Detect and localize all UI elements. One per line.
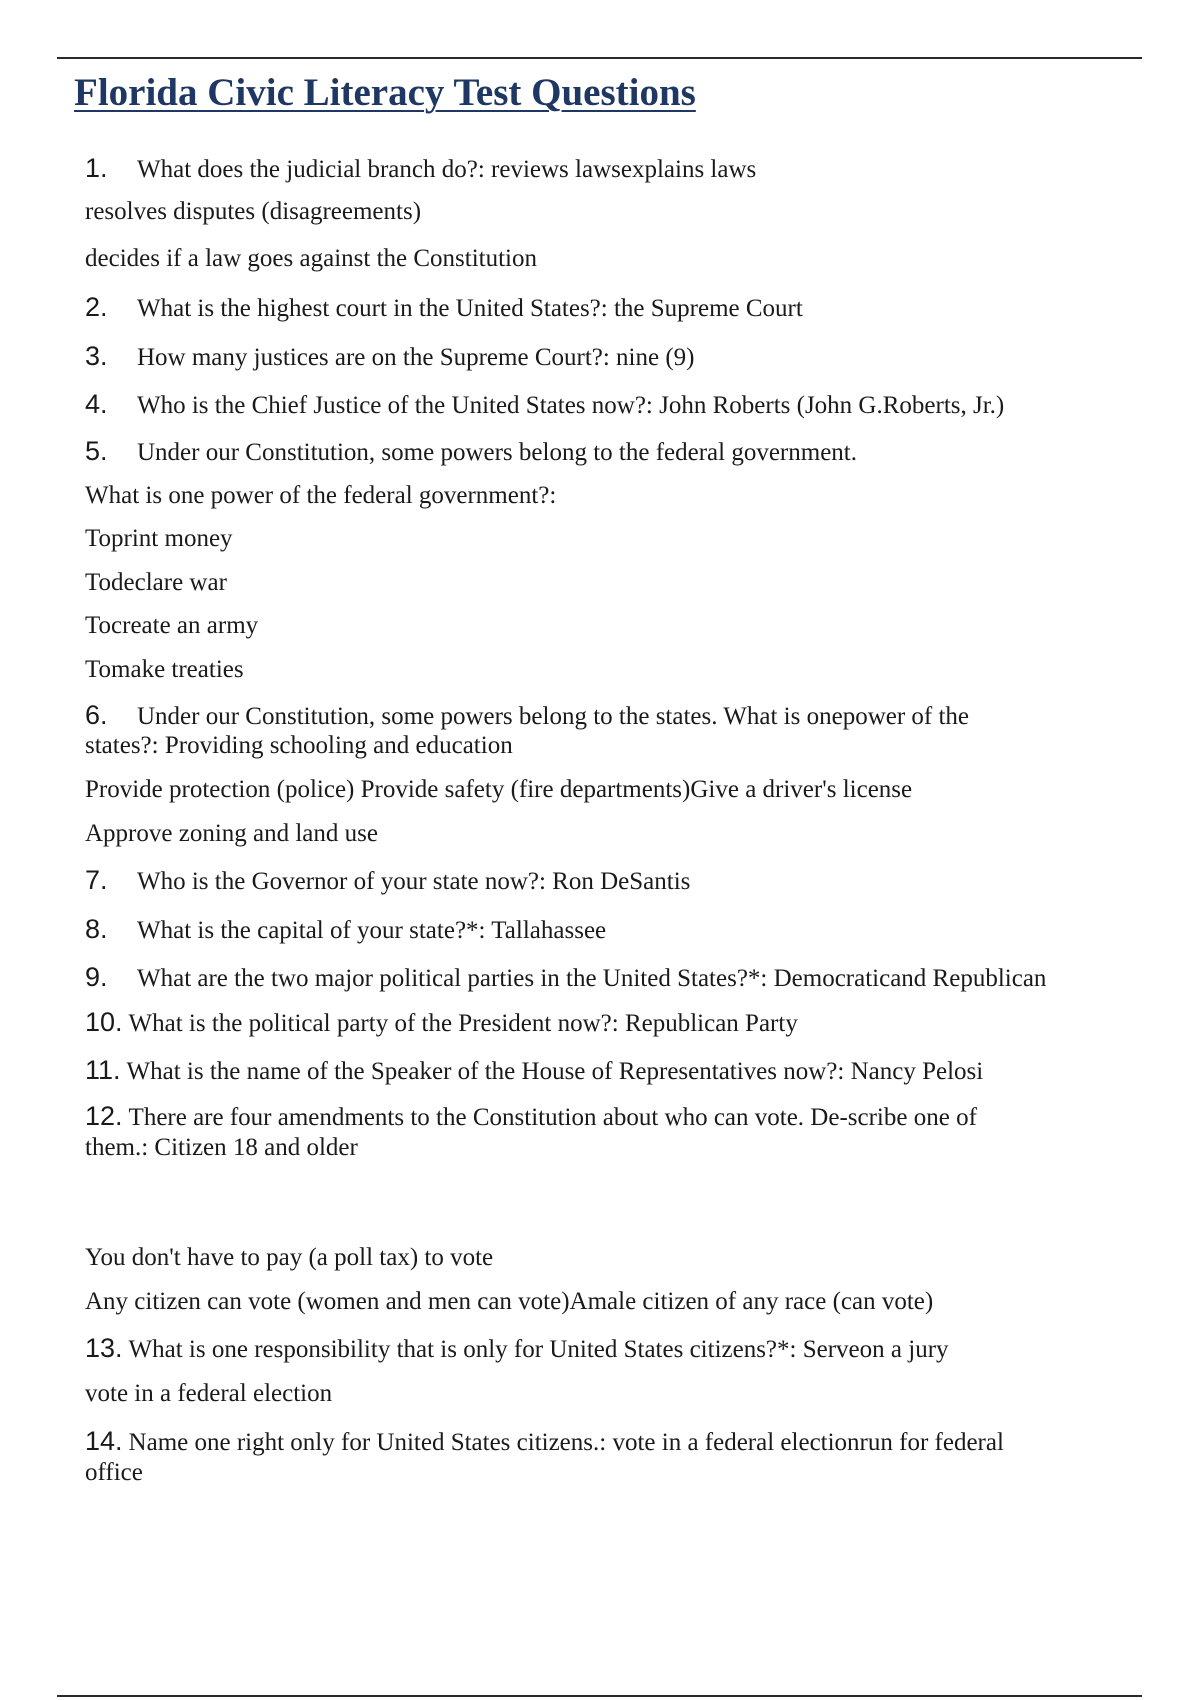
question-3 [85,341,695,373]
question-2 [85,292,803,324]
question-text-continued: them.: Citizen 18 and older [85,1134,358,1161]
question-text: Who is the Chief Justice of the United States now?: John Roberts (John G.Roberts, Jr.) [137,392,1005,419]
question-number: 8. [85,914,108,944]
question-number: 10. [85,1007,123,1037]
question-text: What is the political party of the President now?: Republican Party [128,1010,798,1037]
answer-line: What is one power of the federal government?: [85,482,557,509]
question-number: 3. [85,341,108,371]
page-title: Florida Civic Literacy Test Questions [74,71,696,114]
question-text-continued: office [85,1459,143,1486]
top-rule [57,57,1142,59]
question-text: Under our Constitution, some powers belong to the federal government. [137,439,857,466]
question-8 [85,914,606,946]
answer-line: Tocreate an army [85,612,259,639]
question-11 [85,1055,983,1087]
question-number: 13. [85,1333,123,1363]
question-text: What does the judicial branch do?: reviews lawsexplains laws [137,156,757,183]
question-number: 7. [85,865,108,895]
question-12 [85,1101,977,1133]
question-text-continued: states?: Providing schooling and education [85,732,513,759]
answer-line: decides if a law goes against the Constitution [85,245,537,272]
question-number: 14. [85,1426,123,1456]
answer-line: vote in a federal election [85,1380,333,1407]
question-text: Name one right only for United States citizens.: vote in a federal electionrun for federal [128,1429,1004,1456]
answer-line: Approve zoning and land use [85,820,378,847]
question-1 [85,153,756,185]
answer-line: Any citizen can vote (women and men can vote)Amale citizen of any race (can vote) [85,1288,934,1315]
question-13 [85,1333,949,1365]
question-5 [85,436,857,468]
question-text: What is the capital of your state?*: Tallahassee [137,917,607,944]
question-text: Under our Constitution, some powers belong to the states. What is onepower of the [137,703,970,730]
bottom-rule [57,1695,1142,1697]
question-14 [85,1426,1004,1458]
question-text: What is the highest court in the United States?: the Supreme Court [137,295,803,322]
question-text: What is the name of the Speaker of the House of Representatives now?: Nancy Pelosi [126,1058,984,1085]
question-number: 1. [85,153,108,183]
question-7 [85,865,690,897]
answer-line: Provide protection (police) Provide safety (fire departments)Give a driver's license [85,776,913,803]
question-text: How many justices are on the Supreme Court?: nine (9) [137,344,695,371]
question-number: 6. [85,700,108,730]
question-text: Who is the Governor of your state now?: Ron DeSantis [137,868,691,895]
question-number: 2. [85,292,108,322]
answer-line: You don't have to pay (a poll tax) to vote [85,1244,494,1271]
question-text: What are the two major political parties in the United States?*: Democraticand Republican [137,965,1047,992]
question-number: 12. [85,1101,123,1131]
answer-line: resolves disputes (disagreements) [85,198,422,225]
answer-line: Tomake treaties [85,656,244,683]
question-6 [85,700,969,732]
question-number: 5. [85,436,108,466]
question-text: What is one responsibility that is only for United States citizens?*: Serveon a jury [128,1336,949,1363]
answer-line: Toprint money [85,525,233,552]
question-number: 11. [85,1055,121,1085]
question-number: 9. [85,962,108,992]
question-10 [85,1007,798,1039]
question-9 [85,962,1046,994]
question-text: There are four amendments to the Constitution about who can vote. De-scribe one of [128,1104,977,1131]
question-4 [85,389,1004,421]
question-number: 4. [85,389,108,419]
answer-line: Todeclare war [85,569,227,596]
